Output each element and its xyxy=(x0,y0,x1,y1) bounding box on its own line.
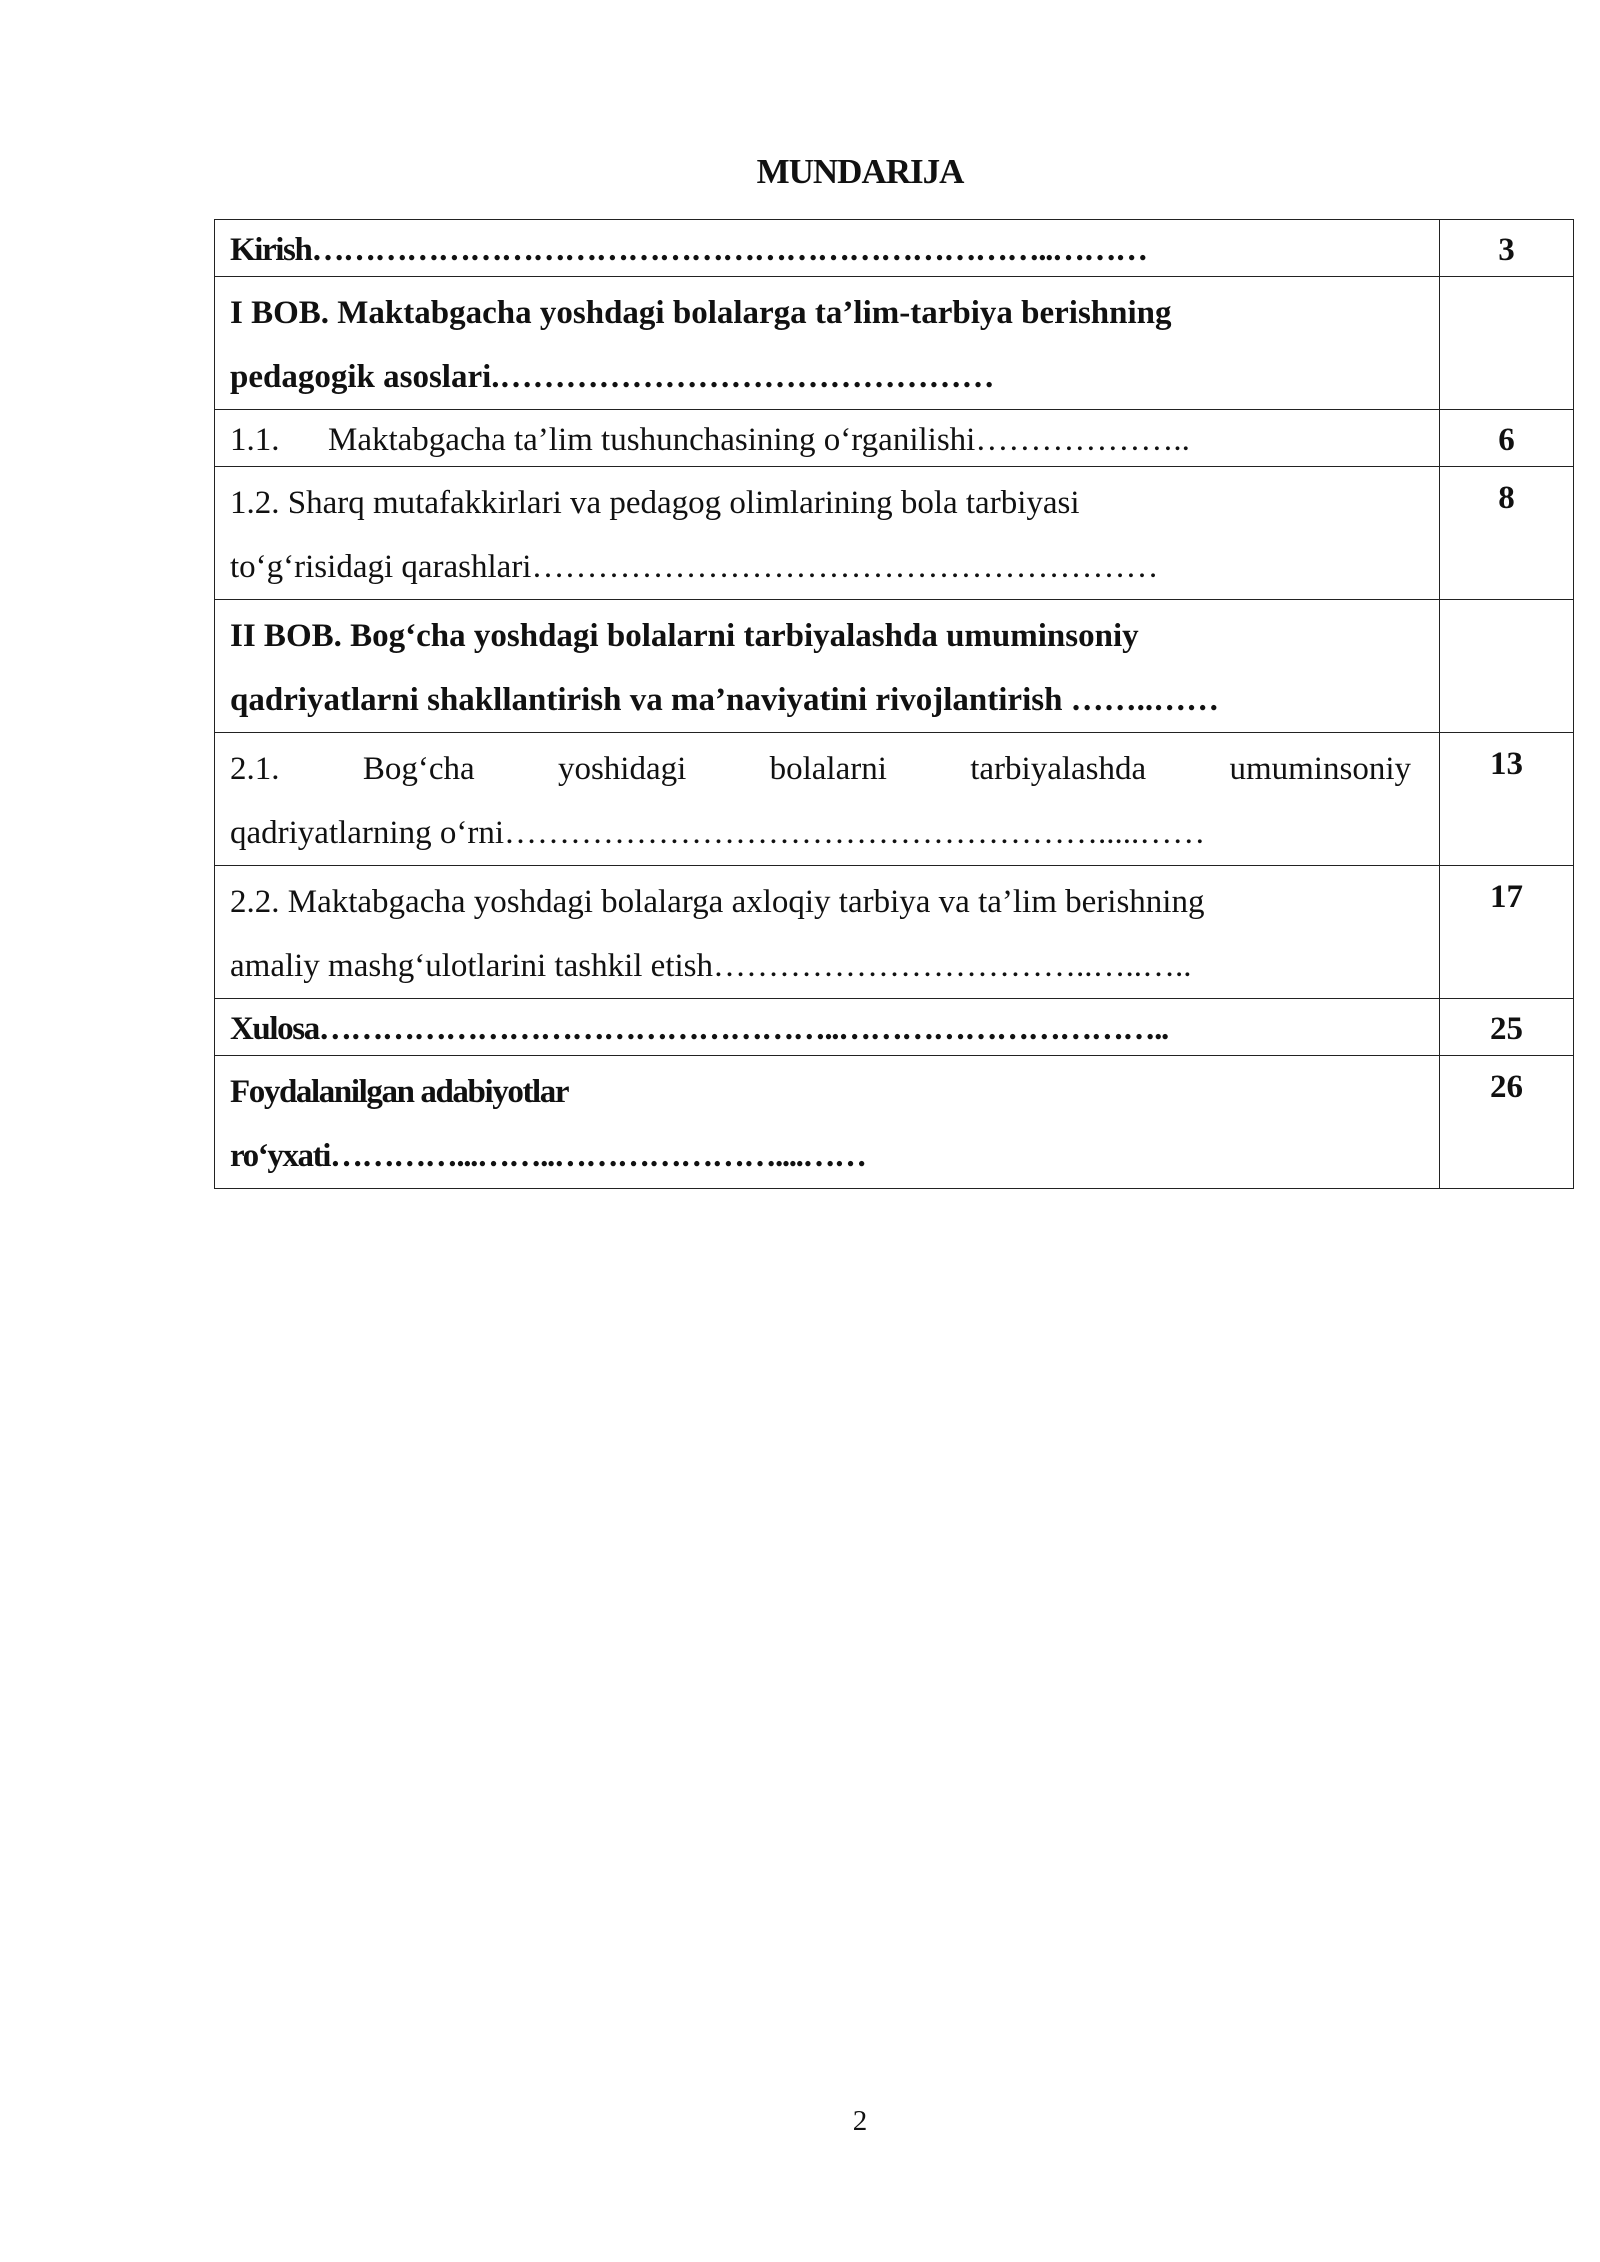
toc-entry-line: I BOB. Maktabgacha yoshdagi bolalarga ta’lim-tarbiya berishning xyxy=(230,295,1172,331)
toc-entry xyxy=(215,866,1440,999)
toc-page-number xyxy=(1440,600,1574,733)
toc-entry xyxy=(215,999,1440,1056)
toc-page-number: 8 xyxy=(1440,467,1574,600)
toc-entry-line: Xulosa…………………………………………..………………………….. xyxy=(230,1011,1168,1047)
toc-entry-line: Kirish……………………………………………………………..……… xyxy=(230,232,1147,268)
table-of-contents xyxy=(214,219,1574,1189)
toc-entry-line: pedagogik asoslari.……………………………………… xyxy=(230,359,995,395)
toc-entry xyxy=(215,220,1440,277)
toc-row-section-2-1[interactable] xyxy=(215,733,1574,866)
toc-entry-line: to‘g‘risidagi qarashlari………………………………………………… xyxy=(230,549,1159,585)
toc-row-chapter-2[interactable] xyxy=(215,600,1574,733)
page-title: MUNDARIJA xyxy=(756,152,964,191)
toc-entry xyxy=(215,733,1440,866)
page-number: 2 xyxy=(852,2105,868,2137)
toc-entry-line: Foydalanilgan adabiyotlar xyxy=(230,1074,569,1110)
toc-entry xyxy=(215,277,1440,410)
toc-entry xyxy=(215,1056,1440,1189)
toc-entry-line: 2.2. Maktabgacha yoshdagi bolalarga axloqiy tarbiya va ta’lim berishning xyxy=(230,884,1205,920)
toc-page-number: 25 xyxy=(1440,999,1574,1056)
toc-entry-line: 2.1. Bog‘cha yoshidagi bolalarni tarbiyalashda umuminsoniy xyxy=(230,751,1411,787)
toc-page-number: 3 xyxy=(1440,220,1574,277)
toc-entry xyxy=(215,600,1440,733)
toc-entry-line: amaliy mashg‘ulotlarini tashkil etish……………………………..…..….. xyxy=(230,948,1192,984)
toc-entry-line: II BOB. Bog‘cha yoshdagi bolalarni tarbiyalashda umuminsoniy xyxy=(230,618,1139,654)
toc-row-conclusion[interactable] xyxy=(215,999,1574,1056)
toc-page-number xyxy=(1440,277,1574,410)
toc-entry-line: qadriyatlarning o‘rni……………………………………………….....…… xyxy=(230,815,1206,851)
toc-entry-line: Maktabgacha ta’lim tushunchasining o‘rganilishi……………….. xyxy=(328,422,1190,458)
toc-row-chapter-1[interactable] xyxy=(215,277,1574,410)
toc-page-number: 6 xyxy=(1440,410,1574,467)
toc-row-section-2-2[interactable] xyxy=(215,866,1574,999)
toc-section-number: 1.1. xyxy=(230,422,280,458)
toc-entry-line: qadriyatlarni shakllantirish va ma’naviyatini rivojlantirish ……..…… xyxy=(230,682,1220,718)
toc-row-bibliography[interactable] xyxy=(215,1056,1574,1189)
toc-row-section-1-1[interactable] xyxy=(215,410,1574,467)
toc-row-introduction[interactable] xyxy=(215,220,1574,277)
toc-page-number: 26 xyxy=(1440,1056,1574,1189)
toc-entry-line: 1.2. Sharq mutafakkirlari va pedagog olimlarining bola tarbiyasi xyxy=(230,485,1080,521)
toc-row-section-1-2[interactable] xyxy=(215,467,1574,600)
toc-entry xyxy=(215,410,1440,467)
toc-page-number: 17 xyxy=(1440,866,1574,999)
toc-page-number: 13 xyxy=(1440,733,1574,866)
toc-entry xyxy=(215,467,1440,600)
toc-entry-line: ro‘yxati…………...……..…………………....…… xyxy=(230,1138,866,1174)
